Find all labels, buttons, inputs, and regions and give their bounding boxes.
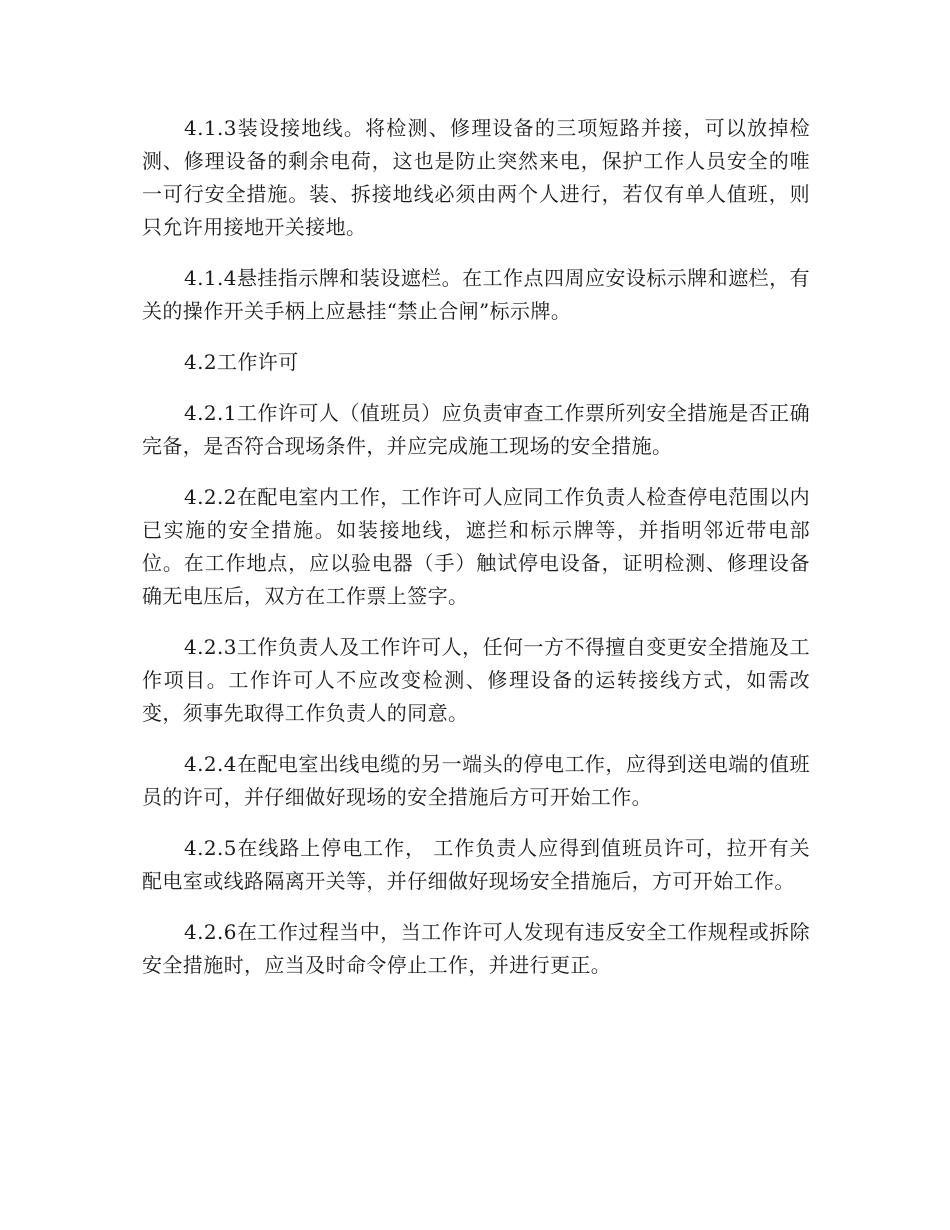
paragraph-4-2-6: 4.2.6在工作过程当中，当工作许可人发现有违反安全工作规程或拆除安全措施时，应当及时命令停止工作，并进行更正。	[142, 920, 810, 977]
paragraph-4-2-3: 4.2.3工作负责人及工作许可人，任何一方不得擅自变更安全措施及工作项目。工作许可人不应改变检测、修理设备的运转接线方式，如需改变，须事先取得工作负责人的同意。	[142, 635, 810, 725]
document-body	[142, 112, 810, 1000]
paragraph-4-2-1: 4.2.1工作许可人（值班员）应负责审查工作票所列安全措施是否正确完备，是否符合现场条件，并应完成施工现场的安全措施。	[142, 401, 810, 458]
paragraph-4-2-5: 4.2.5在线路上停电工作， 工作负责人应得到值班员许可，拉开有关配电室或线路隔离开关等，并仔细做好现场安全措施后，方可开始工作。	[142, 836, 810, 893]
paragraph-4-2-4: 4.2.4在配电室出线电缆的另一端头的停电工作，应得到送电端的值班员的许可，并仔细做好现场的安全措施后方可开始工作。	[142, 752, 810, 809]
paragraph-4-1-4: 4.1.4悬挂指示牌和装设遮栏。在工作点四周应安设标示牌和遮栏，有关的操作开关手柄上应悬挂“禁止合闸”标示牌。	[142, 266, 810, 323]
paragraph-4-1-3: 4.1.3装设接地线。将检测、修理设备的三项短路并接，可以放掉检测、修理设备的剩余电荷，这也是防止突然来电，保护工作人员安全的唯一可行安全措施。装、拆接地线必须由两个人进行，若仅有单人值班，则只允许用接地开关接地。	[142, 116, 810, 239]
paragraph-4-2-2: 4.2.2在配电室内工作，工作许可人应同工作负责人检查停电范围以内已实施的安全措施。如装接地线，遮拦和标示牌等，并指明邻近带电部位。在工作地点，应以验电器（手）触试停电设备，证明检测、修理设备确无电压后，双方在工作票上签字。	[142, 485, 810, 608]
section-heading-4-2: 4.2工作许可	[184, 350, 299, 374]
